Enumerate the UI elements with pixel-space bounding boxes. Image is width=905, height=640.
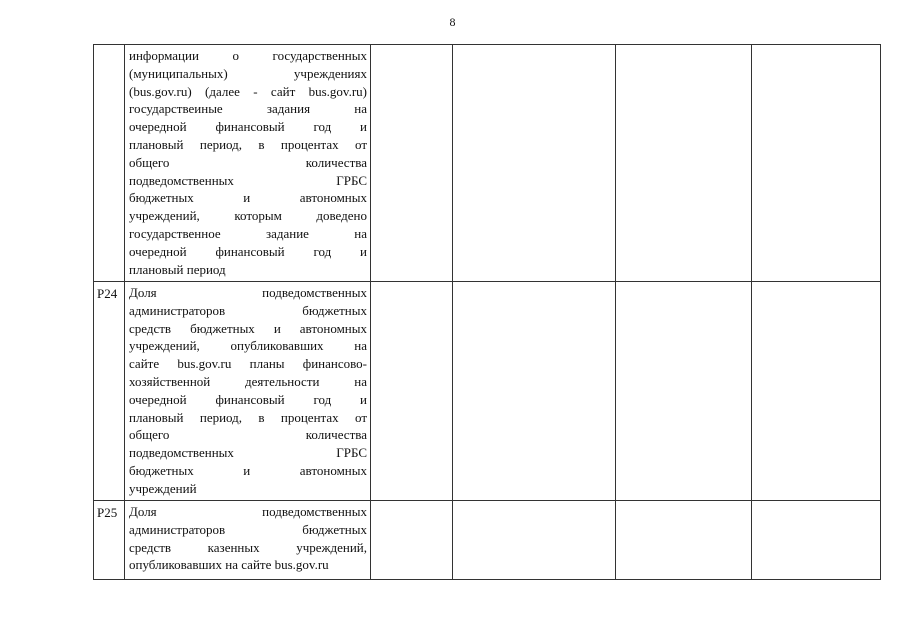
indicator-description: [125, 501, 370, 575]
description-cell: [125, 501, 371, 580]
empty-cell: [371, 45, 453, 282]
empty-cell: [616, 501, 752, 580]
indicator-code: Р24: [97, 286, 118, 301]
description-line: опубликовавших на сайте bus.gov.ru: [129, 557, 329, 573]
table-row: [94, 45, 881, 282]
indicator-code: Р25: [97, 505, 118, 520]
description-line: очередной финансовый год и: [129, 391, 367, 407]
description-line: общего количества: [129, 427, 367, 443]
code-cell: [94, 501, 125, 580]
empty-cell: [752, 45, 881, 282]
code-cell: [94, 45, 125, 282]
description-line: хозяйственной деятельности на: [129, 373, 367, 389]
indicator-code: [94, 45, 124, 48]
description-line: средств казенных учреждений,: [129, 539, 367, 555]
description-line: информации о государственных: [129, 48, 367, 63]
description-line: подведомственных ГРБС: [129, 172, 367, 188]
description-line: учреждений: [129, 480, 197, 496]
description-line: сайте bus.gov.ru планы финансово-: [129, 356, 367, 372]
description-line: администраторов бюджетных: [129, 521, 367, 537]
description-line: учреждений, которым доведено: [129, 208, 367, 224]
indicator-description: [125, 282, 370, 499]
indicator-description: [125, 45, 370, 279]
description-line: (bus.gov.ru) (далее - сайт bus.gov.ru): [129, 83, 367, 99]
description-line: администраторов бюджетных: [129, 302, 367, 318]
description-line: учреждений, опубликовавших на: [129, 338, 367, 354]
description-cell: [125, 45, 371, 282]
table-row: [94, 282, 881, 501]
empty-cell: [752, 501, 881, 580]
description-line: Доля подведомственных: [129, 285, 367, 300]
description-line: очередной финансовый год и: [129, 119, 367, 135]
empty-cell: [752, 282, 881, 501]
empty-cell: [453, 282, 616, 501]
empty-cell: [453, 45, 616, 282]
description-line: подведомственных ГРБС: [129, 445, 367, 461]
empty-cell: [453, 501, 616, 580]
description-line: плановый период, в процентах от: [129, 136, 367, 152]
description-line: (муниципальных) учреждениях: [129, 65, 367, 81]
description-line: плановый период: [129, 261, 226, 277]
description-line: плановый период, в процентах от: [129, 409, 367, 425]
description-cell: [125, 282, 371, 501]
empty-cell: [616, 45, 752, 282]
empty-cell: [371, 282, 453, 501]
description-line: бюджетных и автономных: [129, 190, 367, 206]
description-line: государственное задание на: [129, 225, 367, 241]
description-line: Доля подведомственных: [129, 504, 367, 519]
table-row: [94, 501, 881, 580]
empty-cell: [616, 282, 752, 501]
description-line: бюджетных и автономных: [129, 462, 367, 478]
page-number: 8: [449, 15, 456, 29]
description-line: очередной финансовый год и: [129, 243, 367, 259]
description-line: государствеиные задания на: [129, 101, 367, 117]
indicator-table: [93, 44, 881, 580]
code-cell: [94, 282, 125, 501]
description-line: общего количества: [129, 154, 367, 170]
description-line: средств бюджетных и автономных: [129, 320, 367, 336]
empty-cell: [371, 501, 453, 580]
